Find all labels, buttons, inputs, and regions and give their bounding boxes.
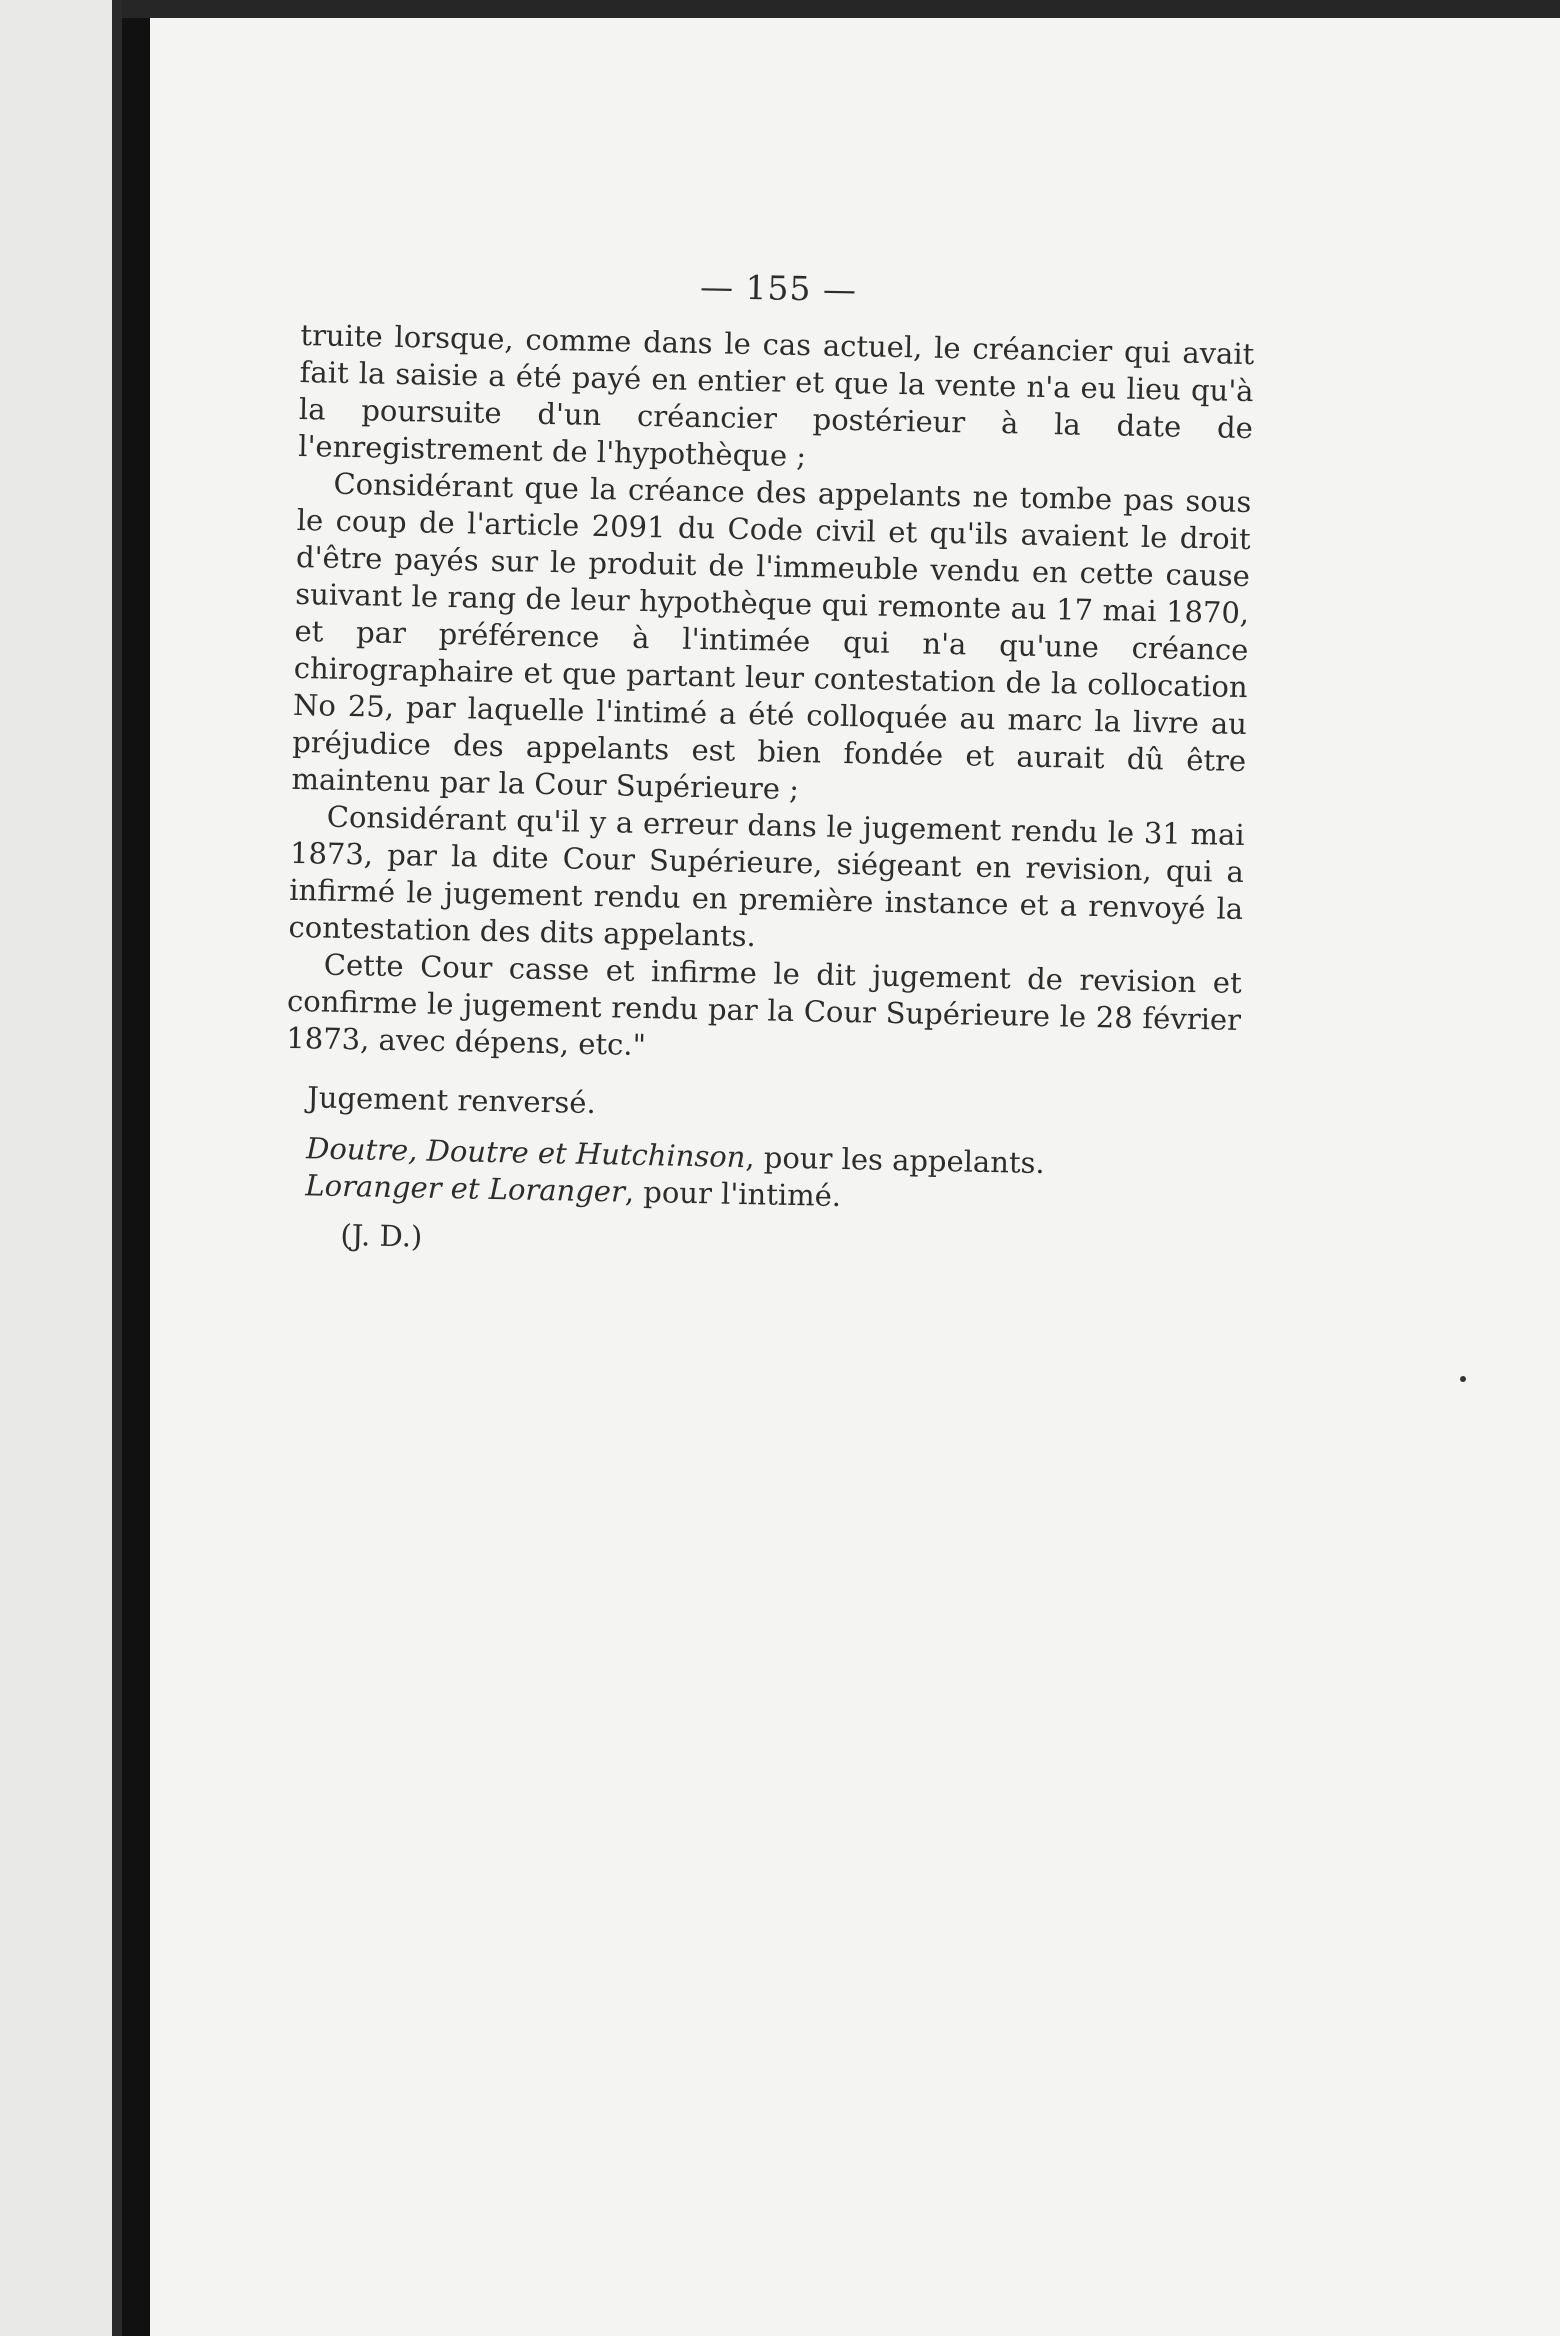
page-gutter <box>122 18 150 2336</box>
paragraph-continuation: truite lorsque, comme dans le cas actuel, le créancier qui avait fait la saisie a été payé en entier et que la vente n'a eu lieu qu'à la poursuite d'un créancier postérieur à la date de l'enregistrement de l'hypothèque ; <box>297 317 1255 474</box>
reporter-initials: (J. D.) <box>340 1217 423 1254</box>
verdict: Jugement renversé. <box>306 1080 597 1121</box>
counsel-appellants-role: , pour les appelants. <box>745 1140 1046 1181</box>
counsel-respondent-names: Loranger et Loranger <box>305 1168 626 1209</box>
page-number: — 155 — <box>699 266 858 310</box>
facing-page-edge <box>0 0 112 2336</box>
counsel-respondent-role: , pour l'intimé. <box>624 1174 842 1214</box>
counsel-appellants-names: Doutre, Doutre et Hutchinson <box>305 1131 746 1175</box>
paragraph-considerant-1: Considérant que la créance des appelants ne tombe pas sous le coup de l'article 2091 du Code civil et qu'ils avaient le droit d'être payés sur le produit de l'immeuble vendu en cette cause suivant le rang de leur hypothèque qui remonte au 17 mai 1870, et par préférence à l'intimée qui n'a qu'une créance chirographaire et que partant leur contestation de la collocation No 25, par laquelle l'intimé a été colloquée au marc la livre au préjudice des appelants est bien fondée et aurait dû être maintenu par la Cour Supérieure ; <box>291 466 1252 807</box>
paragraph-decision: Cette Cour casse et infirme le dit jugement de revision et confirme le jugement rendu par la Cour Supérieure le 28 février 1873, avec dépens, etc." <box>286 947 1243 1063</box>
page-text <box>282 260 1256 1272</box>
paragraph-considerant-2: Considérant qu'il y a erreur dans le jugement rendu le 31 mai 1873, par la dite Cour Supérieure, siégeant en revision, qui a infirmé le jugement rendu en première instance et a renvoyé la contestation des dits appelants. <box>288 799 1245 954</box>
binding-shadow <box>112 0 122 2336</box>
scan-speck <box>1460 1376 1466 1382</box>
